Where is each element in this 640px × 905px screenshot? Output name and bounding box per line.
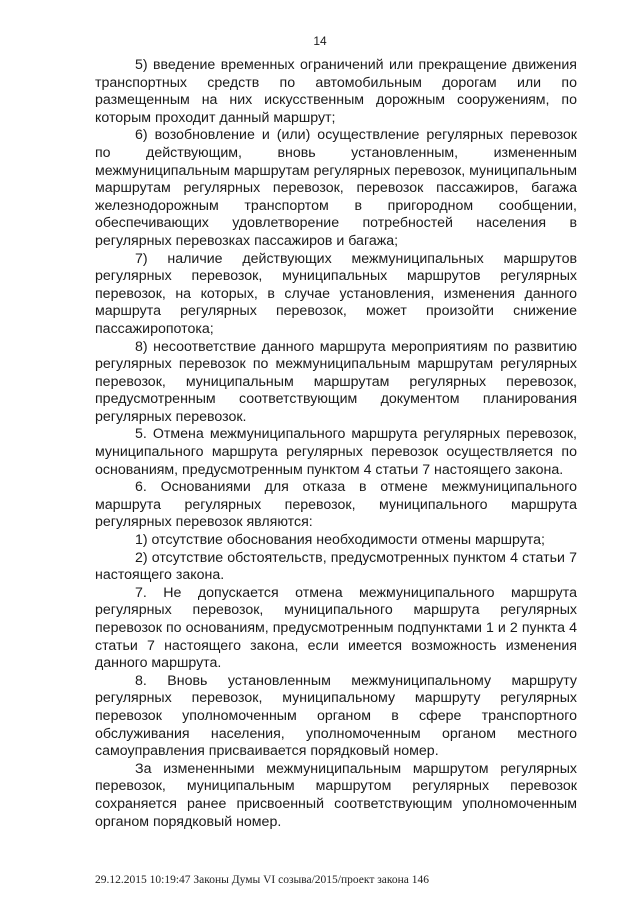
paragraph: 5) введение временных ограничений или прекращение движения транспортных средств по автомобильным дорогам или по размещенным на них искусственным дорожным сооружениям, по которым проходит данный маршрут;: [95, 57, 577, 126]
paragraph: 2) отсутствие обстоятельств, предусмотренных пунктом 4 статьи 7 настоящего закона.: [95, 549, 577, 584]
paragraph: 8. Вновь установленным межмуниципальному маршруту регулярных перевозок, муниципальному маршруту регулярных перевозок уполномоченным органом в сфере транспортного обслуживания населения, уполномоченным органом местного самоуправления присваивается порядковый номер.: [95, 672, 577, 760]
page-number: 14: [313, 34, 327, 48]
document-body: [95, 57, 577, 831]
paragraph: 1) отсутствие обоснования необходимости отмены маршрута;: [135, 532, 545, 549]
paragraph: 6) возобновление и (или) осуществление регулярных перевозок по действующим, вновь установленным, измененным межмуниципальным маршрутам регулярных перевозок, муниципальным маршрутам регулярных перевозок, перевозок пассажиров, багажа железнодорожным транспортом в пригородном сообщении, обеспечивающих удовлетворение потребностей населения в регулярных перевозках пассажиров и багажа;: [95, 127, 577, 249]
paragraph: 5. Отмена межмуниципального маршрута регулярных перевозок, муниципального маршрута регулярных перевозок осуществляется по основаниям, предусмотренным пунктом 4 статьи 7 настоящего закона.: [95, 426, 577, 478]
paragraph: За измененными межмуниципальным маршрутом регулярных перевозок, муниципальным маршрутом регулярных перевозок сохраняется ранее присвоенный соответствующим уполномоченным органом порядковый номер.: [95, 760, 577, 830]
document-footer: 29.12.2015 10:19:47 Законы Думы VI созыва/2015/проект закона 146: [95, 874, 430, 886]
paragraph: 7. Не допускается отмена межмуниципального маршрута регулярных перевозок, муниципального маршрута регулярных перевозок по основаниям, предусмотренным подпунктами 1 и 2 пункта 4 статьи 7 настоящего закона, если имеется возможность изменения данного маршрута.: [95, 584, 577, 672]
paragraph: 7) наличие действующих межмуниципальных маршрутов регулярных перевозок, муниципальных маршрутов регулярных перевозок, на которых, в случае установления, изменения данного маршрута регулярных перевозок, может произойти снижение пассажиропотока;: [95, 250, 577, 337]
paragraph: 8) несоответствие данного маршрута мероприятиям по развитию регулярных перевозок по межмуниципальным маршрутам регулярных перевозок, муниципальным маршрутам регулярных перевозок, предусмотренным соответствующим документом планирования регулярных перевозок.: [95, 338, 577, 425]
paragraph: 6. Основаниями для отказа в отмене межмуниципального маршрута регулярных перевозок, муниципального маршрута регулярных перевозок являются:: [95, 479, 577, 531]
